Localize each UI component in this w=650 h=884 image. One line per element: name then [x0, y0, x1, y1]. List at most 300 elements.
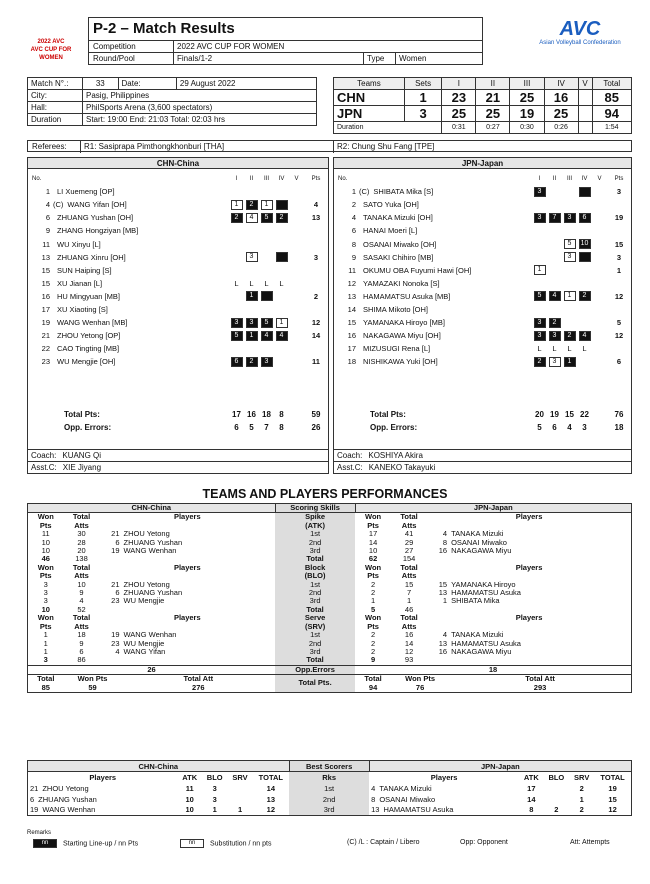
performances-title: TEAMS AND PLAYERS PERFORMANCES: [202, 487, 448, 501]
perf-rank-row: [28, 648, 632, 656]
player-number: 17: [41, 304, 50, 314]
starting-box: 7: [549, 213, 561, 223]
set-cell: [592, 277, 607, 290]
player-pts: [304, 303, 328, 316]
player-row: [28, 303, 328, 316]
set-cell: [532, 290, 547, 303]
player-name: OSANAI Miwako: [379, 794, 436, 804]
player-no: 15: [438, 579, 448, 589]
substitution-box: 1: [231, 200, 243, 210]
libero-mark: L: [537, 344, 542, 354]
logo-text-top: 2022 AVC: [37, 39, 65, 45]
player-row: [334, 185, 631, 198]
set-cell: [547, 355, 562, 368]
total-atts: 138: [75, 554, 88, 564]
total-atts: 1: [407, 596, 412, 606]
opp-errors-value: [592, 421, 607, 434]
best-scorer-row: [28, 783, 632, 794]
asst-coach-name: XIE Jiyang: [62, 463, 102, 472]
set-header: Pts: [311, 175, 321, 182]
player-pts: [304, 237, 328, 250]
total-won: 5: [371, 604, 376, 614]
set-cell: [289, 251, 304, 264]
total-atts: 27: [404, 546, 414, 556]
player-row: [28, 185, 328, 198]
libero-mark: L: [264, 278, 269, 288]
player-name-cell: [50, 329, 229, 342]
starting-box: 4: [579, 331, 591, 341]
col-players: Players: [515, 562, 543, 572]
player-no: 13: [438, 638, 448, 648]
player-row: [334, 290, 631, 303]
round-value: Finals/1-2: [177, 54, 213, 63]
libero-mark: L: [582, 344, 587, 354]
set-cell: [229, 329, 244, 342]
asst-coach-row: [334, 461, 631, 473]
total-atts: 7: [407, 588, 412, 598]
player-name: ZHUANG Xinru [OH]: [57, 252, 126, 262]
player-name: TANAKA Mizuki: [451, 630, 504, 640]
set-cell: [547, 198, 562, 211]
player-pts: 13: [311, 213, 321, 223]
best-value: 10: [185, 805, 194, 815]
player-name-cell: [356, 316, 532, 329]
player-number: 15: [347, 318, 356, 328]
player-name-cell: [356, 277, 532, 290]
player-no: [334, 342, 356, 355]
player-name: HAMAMATSU Asuka: [451, 588, 521, 598]
player-table: [334, 172, 631, 434]
best-value: 2: [579, 805, 584, 815]
total-pts-value: 18: [262, 409, 271, 419]
player-number: 19: [41, 318, 50, 328]
player-no: [334, 316, 356, 329]
set-cell: [259, 342, 274, 355]
score-duration-label: Duration: [334, 122, 442, 134]
round-row: [89, 52, 482, 64]
starting-box: 2: [276, 213, 288, 223]
starting-box: 2: [246, 200, 258, 210]
player-name-cell: [356, 290, 532, 303]
best-col: Players: [430, 772, 458, 782]
player-row: [334, 355, 631, 368]
set-cell: [547, 329, 562, 342]
duration-label: Duration: [28, 114, 83, 126]
won-pts: 17: [368, 529, 378, 539]
set-cell: [592, 185, 607, 198]
starting-box: 10: [579, 239, 591, 249]
player-name-cell: [50, 211, 229, 224]
won-pts: 1: [43, 630, 48, 640]
opp-errors-label: Opp. Errors:: [64, 422, 112, 432]
total-pts-value: 8: [279, 409, 284, 419]
total-label: Total: [275, 555, 355, 563]
total-atts: 12: [404, 646, 414, 656]
total-atts: 15: [404, 579, 414, 589]
opp-errors-label: Opp. Errors:: [370, 422, 418, 432]
player-pts: [607, 198, 631, 211]
skill-name: Serve: [275, 614, 355, 622]
player-number: 22: [41, 344, 50, 354]
match-no-label: Match N°.:: [28, 78, 83, 90]
legend-starting-text: Starting Line-up / nn Pts: [63, 840, 139, 848]
starting-box: 6: [579, 213, 591, 223]
set-cell: [577, 277, 592, 290]
set-cell: [562, 211, 577, 224]
player-row: [334, 316, 631, 329]
set-cell: [547, 342, 562, 355]
player-name: ZHUANG Yushan [OH]: [57, 213, 134, 223]
competition-logo: [22, 38, 80, 60]
total-atts: 20: [77, 546, 86, 556]
starting-box: 3: [534, 331, 546, 341]
best-value: 17: [527, 783, 536, 793]
legend-opponent: Opp: Opponent: [460, 839, 508, 846]
player-number: 21: [30, 783, 39, 793]
player-no: [28, 237, 50, 250]
skill-name: Block: [275, 564, 355, 572]
set-cell: [259, 355, 274, 368]
set-cell: [532, 251, 547, 264]
player-no: [28, 316, 50, 329]
player-number: 18: [347, 357, 356, 367]
set-duration: 0:27: [476, 122, 510, 134]
best-value: 1: [237, 805, 243, 815]
col-won: Won: [37, 512, 54, 522]
player-row: [28, 224, 328, 237]
best-player: [28, 805, 178, 816]
tp-total-label: Total: [355, 675, 391, 684]
player-row: [28, 316, 328, 329]
player-pts: 3: [616, 187, 622, 197]
set-cell: [229, 251, 244, 264]
set-cell: [244, 224, 259, 237]
city-label: City:: [28, 90, 83, 102]
best-value: 2: [554, 805, 559, 815]
player-number: 8: [371, 794, 376, 804]
set-cell: [577, 303, 592, 316]
tp-att-label: Total Att: [122, 675, 276, 684]
set-cell: [229, 316, 244, 329]
starting-box: 1: [246, 291, 258, 301]
set-cell: [547, 277, 562, 290]
score-cell: [578, 106, 592, 122]
set-cell: [289, 303, 304, 316]
starting-box: 4: [276, 331, 288, 341]
skill-abbr: (SRV): [275, 623, 355, 631]
total-label: Total: [275, 606, 355, 614]
competition-label: Competition: [93, 42, 136, 51]
starting-box: [579, 187, 591, 197]
player-name: HAMAMATSU Asuka: [383, 805, 454, 815]
player-number: 14: [347, 304, 356, 314]
player-name: SHIBATA Mika: [451, 596, 500, 606]
set-cell: [592, 303, 607, 316]
set-cell: [562, 224, 577, 237]
set-cell: [577, 342, 592, 355]
player-name-cell: [356, 211, 532, 224]
player-no: 4: [442, 630, 448, 640]
avc-logo-subtitle: Asian Volleyball Confederation: [539, 40, 621, 46]
set-cell: [289, 224, 304, 237]
set-duration: 1:54: [592, 122, 631, 134]
opp-errors-value: [289, 421, 304, 434]
set-cell: [562, 185, 577, 198]
player-no: [334, 329, 356, 342]
date-label: Date:: [118, 78, 176, 90]
set-cell: [289, 185, 304, 198]
player-name-cell: [50, 277, 229, 290]
player-name: WANG Wenhan: [123, 630, 177, 640]
total-atts: 30: [77, 529, 86, 539]
player-row: [28, 329, 328, 342]
hall-label: Hall:: [28, 102, 83, 114]
perf-skills-header: Scoring Skills: [275, 504, 355, 513]
best-scorers-label: Best Scorers: [289, 761, 369, 772]
player-row: [334, 237, 631, 250]
libero-mark: L: [249, 278, 254, 288]
won-pts: 14: [368, 537, 378, 547]
player-name: MIZUSUGI Rena [L]: [363, 344, 431, 354]
player-no: [334, 277, 356, 290]
set-cell: [274, 237, 289, 250]
match-date: 29 August 2022: [176, 78, 316, 90]
won-pts: 10: [41, 537, 50, 547]
spacer-row: [28, 395, 328, 408]
player-name-cell: [356, 264, 532, 277]
competition-row: [89, 40, 482, 52]
player-name: XU Xiaoting [S]: [57, 304, 108, 314]
player-pts: 14: [311, 331, 321, 341]
set-cell: [592, 264, 607, 277]
player-name-cell: [356, 355, 532, 368]
starting-box: 2: [246, 357, 258, 367]
set-header: I: [235, 175, 238, 182]
score-header-6: V: [578, 78, 592, 90]
best-value: 13: [266, 794, 275, 804]
player-name: WU Mengjie: [123, 596, 165, 606]
set-cell: [562, 342, 577, 355]
team-panel-jpn: [333, 157, 632, 474]
spacer: [50, 172, 229, 185]
best-col: Players: [89, 772, 117, 782]
best-col: TOTAL: [600, 772, 625, 782]
best-value: 8: [529, 805, 534, 815]
score-cell: 25: [442, 106, 476, 122]
set-cell: [562, 198, 577, 211]
coach-name: KUANG Qi: [62, 451, 102, 460]
score-cell: CHN: [334, 90, 405, 106]
player-pts: [304, 277, 328, 290]
set-cell: [289, 264, 304, 277]
coach-row: [334, 449, 631, 461]
set-cell: [532, 277, 547, 290]
player-pts: [607, 342, 631, 355]
set-cell: [289, 342, 304, 355]
starting-box: 5: [231, 331, 243, 341]
player-name: CAO Tingting [MB]: [57, 344, 120, 354]
player-number: 11: [348, 265, 356, 275]
col-won: Won: [37, 613, 54, 623]
player-no: 8: [442, 537, 448, 547]
score-header-1: Sets: [404, 78, 441, 90]
total-atts: 16: [404, 630, 414, 640]
referees-label: Referees:: [32, 142, 67, 151]
player-number: 16: [41, 291, 50, 301]
set-duration: 0:31: [442, 122, 476, 134]
rank: 1st: [275, 530, 355, 538]
opp-errors-value: 7: [264, 422, 269, 432]
player-name-cell: [50, 303, 229, 316]
best-rank: 1st: [289, 783, 369, 794]
set-cell: [592, 329, 607, 342]
player-row: [334, 198, 631, 211]
starting-box: 1: [564, 357, 576, 367]
score-header-0: Teams: [334, 78, 405, 90]
player-pts: [304, 224, 328, 237]
player-table-header: [28, 172, 328, 185]
player-name: WANG Yifan [OH]: [67, 200, 127, 210]
tp-total: 94: [368, 682, 378, 692]
player-no: [334, 185, 356, 198]
player-name: NISHIKAWA Yuki [OH]: [363, 357, 438, 367]
best-col: ATK: [523, 772, 539, 782]
player-no: [334, 224, 356, 237]
set-cell: [274, 303, 289, 316]
asst-coach-name: KANEKO Takayuki: [368, 463, 436, 472]
total-atts: 6: [79, 646, 84, 656]
player-pts: 12: [614, 331, 624, 341]
total-pts-value: 15: [565, 409, 574, 419]
player-name: OSANAI Miwako: [451, 537, 507, 547]
best-value: [544, 794, 570, 805]
tp-won: 76: [415, 682, 425, 692]
player-name: NAKAGAWA Miyu [OH]: [363, 331, 441, 341]
asst-coach-row: [28, 461, 328, 473]
player-name: ZHUANG Yushan: [123, 537, 183, 547]
set-cell: [289, 198, 304, 211]
col-won: Won: [365, 512, 382, 522]
player-name-cell: [50, 264, 229, 277]
player-row: [28, 264, 328, 277]
player-row: [28, 237, 328, 250]
perf-right-team: JPN-Japan: [355, 504, 631, 513]
set-cell: [592, 224, 607, 237]
player-name: TANAKA Mizuki: [379, 783, 432, 793]
player-name-cell: [356, 251, 532, 264]
spacer-row: [334, 382, 631, 395]
player-no: [334, 211, 356, 224]
set-cell: [244, 251, 259, 264]
set-cell: [244, 329, 259, 342]
round-label: Round/Pool: [93, 54, 135, 63]
player-number: 6: [351, 226, 356, 236]
col-atts: Atts: [401, 621, 417, 631]
player-no: [334, 198, 356, 211]
best-col: BLO: [548, 772, 565, 782]
player-no: 23: [111, 596, 120, 606]
won-pts: 1: [43, 638, 48, 648]
player-pts: 15: [614, 239, 624, 249]
coach-row: [28, 449, 328, 461]
player-name-cell: [50, 355, 229, 368]
player-name: WANG Yifan: [123, 646, 166, 656]
tp-att: 293: [533, 682, 547, 692]
col-players: Players: [173, 512, 201, 522]
set-cell: [289, 316, 304, 329]
set-cell: [229, 342, 244, 355]
set-cell: [577, 355, 592, 368]
set-cell: [547, 264, 562, 277]
legend-box-substitution: nn: [180, 839, 204, 848]
player-row: [334, 329, 631, 342]
score-cell: 85: [592, 90, 631, 106]
competition-value: 2022 AVC CUP FOR WOMEN: [177, 42, 285, 51]
set-cell: [289, 355, 304, 368]
substitution-box: 5: [564, 239, 576, 249]
starting-box: [579, 252, 591, 262]
player-pts: 3: [616, 252, 622, 262]
player-no: [334, 290, 356, 303]
col-players: Players: [515, 512, 543, 522]
title-box: [88, 17, 483, 65]
player-no: [28, 342, 50, 355]
set-cell: [547, 316, 562, 329]
player-no: [334, 237, 356, 250]
won-pts: 3: [43, 596, 48, 606]
opp-errors-left: 26: [28, 665, 276, 674]
substitution-box: 3: [246, 252, 258, 262]
set-cell: [259, 251, 274, 264]
won-pts: 2: [371, 638, 376, 648]
best-value: [228, 794, 253, 805]
player-name-cell: [356, 224, 532, 237]
total-pts: [28, 408, 328, 421]
player-name: OSANAI Miwako [OH]: [363, 239, 437, 249]
libero-mark: L: [234, 278, 239, 288]
best-value: 1: [579, 794, 584, 804]
set-cell: [532, 303, 547, 316]
player-name: WANG Wenhan [MB]: [57, 318, 128, 328]
set-cell: [592, 251, 607, 264]
starting-box: 2: [231, 213, 243, 223]
player-name: NAKAGAWA Miyu: [451, 546, 512, 556]
starting-box: 3: [534, 187, 546, 197]
player-name-cell: [356, 342, 532, 355]
set-cell: [229, 211, 244, 224]
spacer: [356, 172, 532, 185]
total-pts-value: 17: [232, 409, 241, 419]
set-cell: [592, 198, 607, 211]
set-cell: [244, 355, 259, 368]
score-header-5: IV: [544, 78, 578, 90]
asst-coach-label: Asst.C:: [337, 463, 363, 472]
col-atts: Atts: [401, 520, 417, 530]
set-cell: [244, 277, 259, 290]
set-cell: [229, 237, 244, 250]
score-header-2: I: [442, 78, 476, 90]
player-no: [28, 185, 50, 198]
set-cell: [259, 211, 274, 224]
set-cell: [259, 303, 274, 316]
player-name: WU Xinyu [L]: [57, 239, 101, 249]
player-row: [28, 198, 328, 211]
player-number: 4: [371, 783, 376, 793]
score-header-7: Total: [592, 78, 631, 90]
col-won: Won: [365, 613, 382, 623]
total-atts: 10: [77, 579, 86, 589]
player-no: 6: [115, 537, 120, 547]
